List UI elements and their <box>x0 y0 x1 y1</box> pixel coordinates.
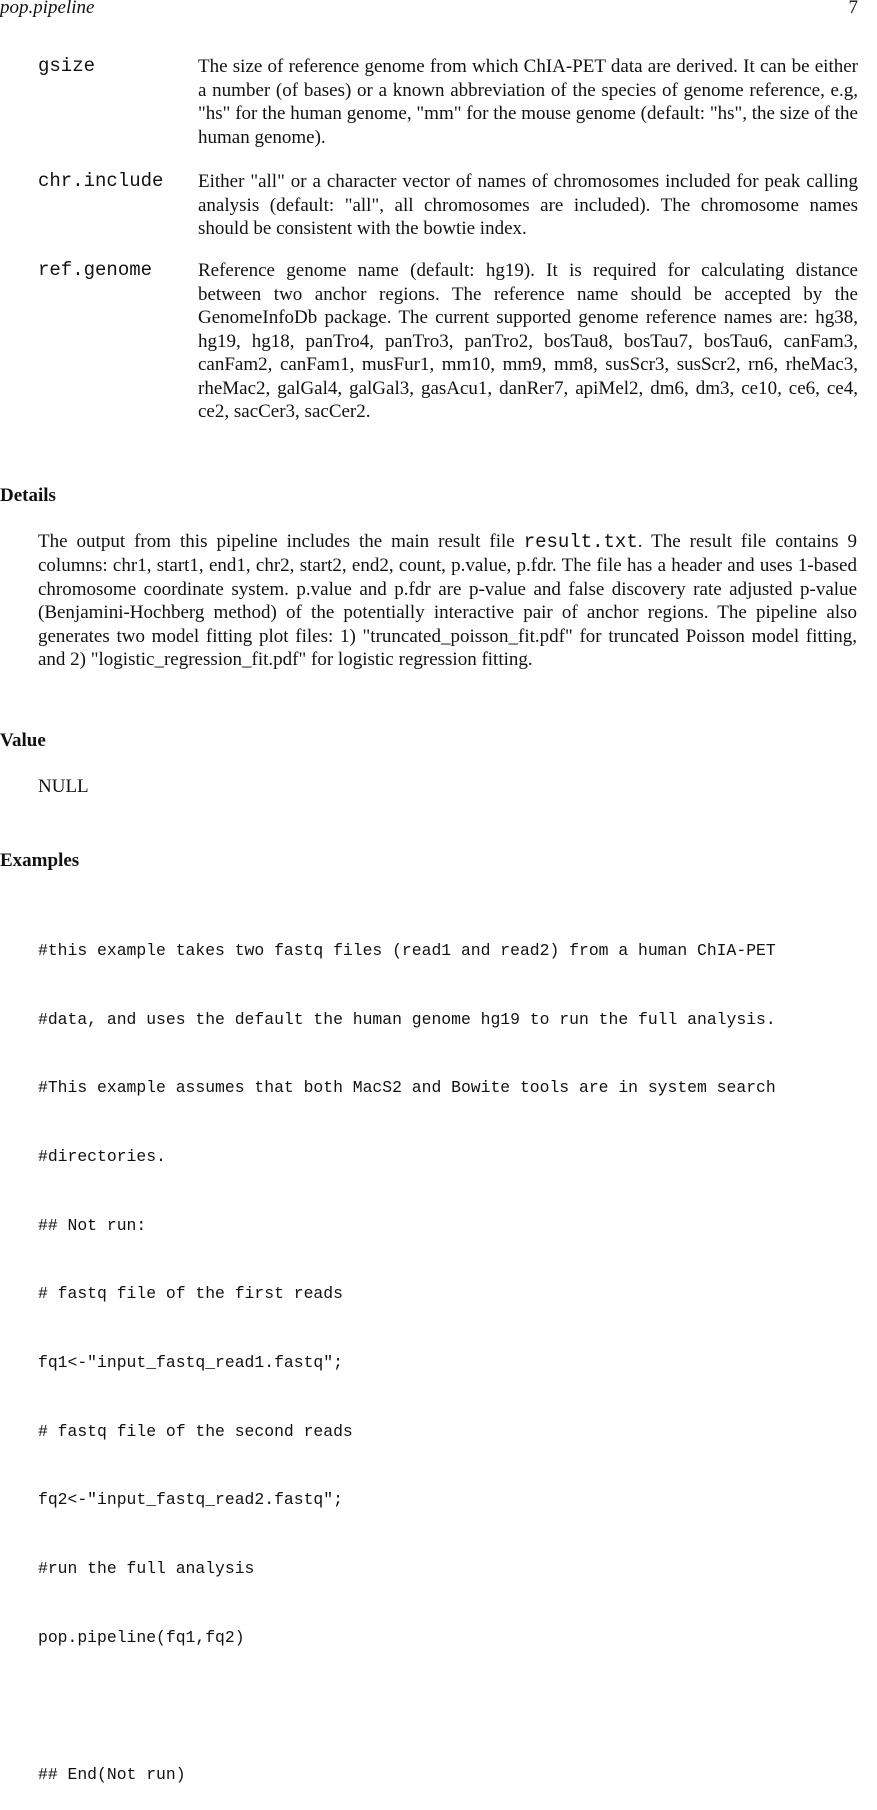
page-number: 7 <box>848 0 858 18</box>
argument-description: The size of reference genome from which ChIA-PET data are derived. It can be either a number (of bases) or a known abbreviation of the species of genome reference, e.g, "hs" for the human genome, "mm" for the mouse genome (default: "hs", the size of the human genome). <box>198 56 858 148</box>
code-line: ## End(Not run) <box>38 1765 186 1785</box>
code-line: pop.pipeline(fq1,fq2) <box>38 1627 245 1647</box>
value-text: NULL <box>38 776 89 797</box>
code-line: fq1<-"input_fastq_read1.fastq"; <box>38 1353 343 1373</box>
code-line <box>38 1696 776 1719</box>
code-line: #this example takes two fastq files (read1 and read2) from a human ChIA-PET <box>38 940 776 960</box>
code-line: #This example assumes that both MacS2 and Bowite tools are in system search <box>38 1078 776 1098</box>
code-line: # fastq file of the first reads <box>38 1284 343 1304</box>
code-line: #run the full analysis <box>38 1559 255 1579</box>
page-header <box>0 0 858 21</box>
details-text-end: . The result file contains 9 columns: chr1, start1, end1, chr2, start2, end2, count, p.value, p.fdr. The file has a header and uses 1-based chromosome coordinate system. p.value and p.fdr are p-value and false discovery rate adjusted p-value (Benjamini-Hochberg method) of the potentially interactive pair of anchor regions. The pipeline also generates two model fitting plot files: 1) "truncated_poisson_fit.pdf" for truncated Poisson model fitting, and 2) "logistic_regression_fit.pdf" for logistic regression fitting. <box>38 531 858 671</box>
examples-heading: Examples <box>0 850 80 871</box>
code-line: fq2<-"input_fastq_read2.fastq"; <box>38 1490 343 1510</box>
code-line: #data, and uses the default the human genome hg19 to run the full analysis. <box>38 1009 776 1029</box>
argument-description: Reference genome name (default: hg19). It is required for calculating distance between two anchor regions. The reference name should be accepted by the GenomeInfoDb package. The current supported genome reference names are: hg38, hg19, hg18, panTro4, panTro3, panTro2, bosTau8, bosTau7, bosTau6, canFam3, canFam2, canFam1, musFur1, mm10, mm9, mm8, susScr3, susScr2, rn6, rheMac3, rheMac2, galGal4, galGal3, gasAcu1, danRer7, apiMel2, dm6, dm3, ce10, ce6, ce4, ce2, sacCer3, sacCer2. <box>198 260 858 422</box>
result-file-name: result.txt <box>523 531 638 553</box>
argument-description: Either "all" or a character vector of names of chromosomes included for peak calling analysis (default: "all", all chromosomes are included). The chromosome names should be consistent with the bowtie index. <box>198 171 858 239</box>
value-heading: Value <box>0 730 46 751</box>
details-text-start: The output from this pipeline includes the main result file <box>38 531 524 552</box>
example-code-block <box>38 894 776 1810</box>
argument-name: gsize <box>38 55 96 77</box>
details-heading: Details <box>0 485 56 506</box>
argument-name: ref.genome <box>38 259 153 281</box>
code-line: # fastq file of the second reads <box>38 1421 353 1441</box>
function-title: pop.pipeline <box>0 0 95 18</box>
code-line: ## Not run: <box>38 1215 147 1235</box>
details-paragraph <box>38 530 857 671</box>
argument-name: chr.include <box>38 170 164 192</box>
code-line: #directories. <box>38 1146 166 1166</box>
